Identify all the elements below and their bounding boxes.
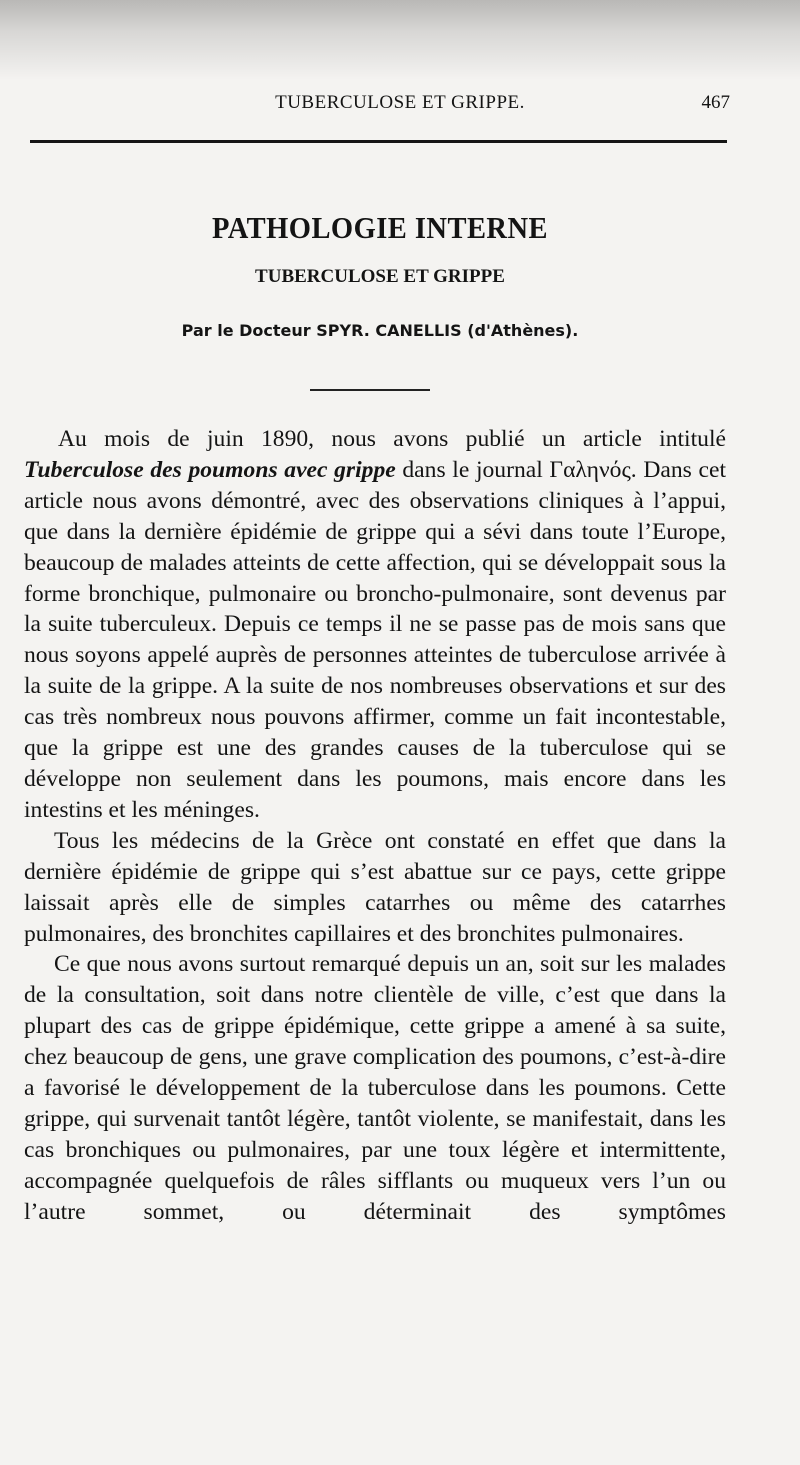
title-separator <box>310 389 430 391</box>
page-number: 467 <box>701 92 730 113</box>
paragraph-1 <box>24 424 726 826</box>
paragraph-2: Tous les médecins de la Grèce ont constaté en effet que dans la dernière épidémie de grippe qui s’est abattue sur ce pays, cette grippe laissait après elle de simples catarrhes ou même des catarrhes pulmonaires, des bronchites capillaires et des bronchites pulmonaires. <box>24 827 726 947</box>
article-body <box>24 424 726 1228</box>
paragraph-3: Ce que nous avons surtout remarqué depuis un an, soit sur les malades de la consultation, soit dans notre clientèle de ville, c’est que dans la plupart des cas de grippe épidémique, cette grippe a amené à sa suite, chez beaucoup de gens, une grave complication des poumons, c’est-à-dire a favorisé le développement de la tuberculose dans les poumons. Cette grippe, qui survenait tantôt légère, tantôt violente, se manifestait, dans les cas bronchiques ou pulmonaires, par une toux légère et intermittente, accompagnée quelquefois de râles sifflants ou muqueux vers l’un ou l’autre sommet, ou déterminait des symptômes <box>24 951 726 1225</box>
author-byline: Par le Docteur SPYR. CANELLIS (d'Athènes). <box>181 321 579 340</box>
running-title: TUBERCULOSE ET GRIPPE. <box>275 92 525 113</box>
running-header <box>0 92 800 122</box>
paragraph-1-rest: dans le journal Γαληνός. Dans cet article nous avons démontré, avec des observations cliniques à l’appui, que dans la dernière épidémie de grippe qui a sévi dans toute l’Europe, beaucoup de malades atteints de cette affection, qui se développait sous la forme bronchique, pulmonaire ou broncho-pulmonaire, sont devenus par la suite tuberculeux. Depuis ce temps il ne se passe pas de mois sans que nous soyons appelé auprès de personnes atteintes de tuberculose arrivée à la suite de la grippe. A la suite de nos nombreuses observations et sur des cas très nombreux nous pouvons affirmer, comme un fait incontestable, que la grippe est une des grandes causes de la tuberculose qui se développe non seulement dans les poumons, mais encore dans les intestins et les méninges. <box>24 456 726 823</box>
header-rule <box>30 140 727 143</box>
scan-shadow <box>0 0 800 80</box>
section-title: PATHOLOGIE INTERNE <box>211 210 549 245</box>
article-subtitle: TUBERCULOSE ET GRIPPE <box>255 266 505 287</box>
article-reference: Tuberculose des poumons avec grippe <box>24 456 396 483</box>
paragraph-1-start: Au mois de juin 1890, nous avons publié un article intitulé <box>58 426 726 452</box>
